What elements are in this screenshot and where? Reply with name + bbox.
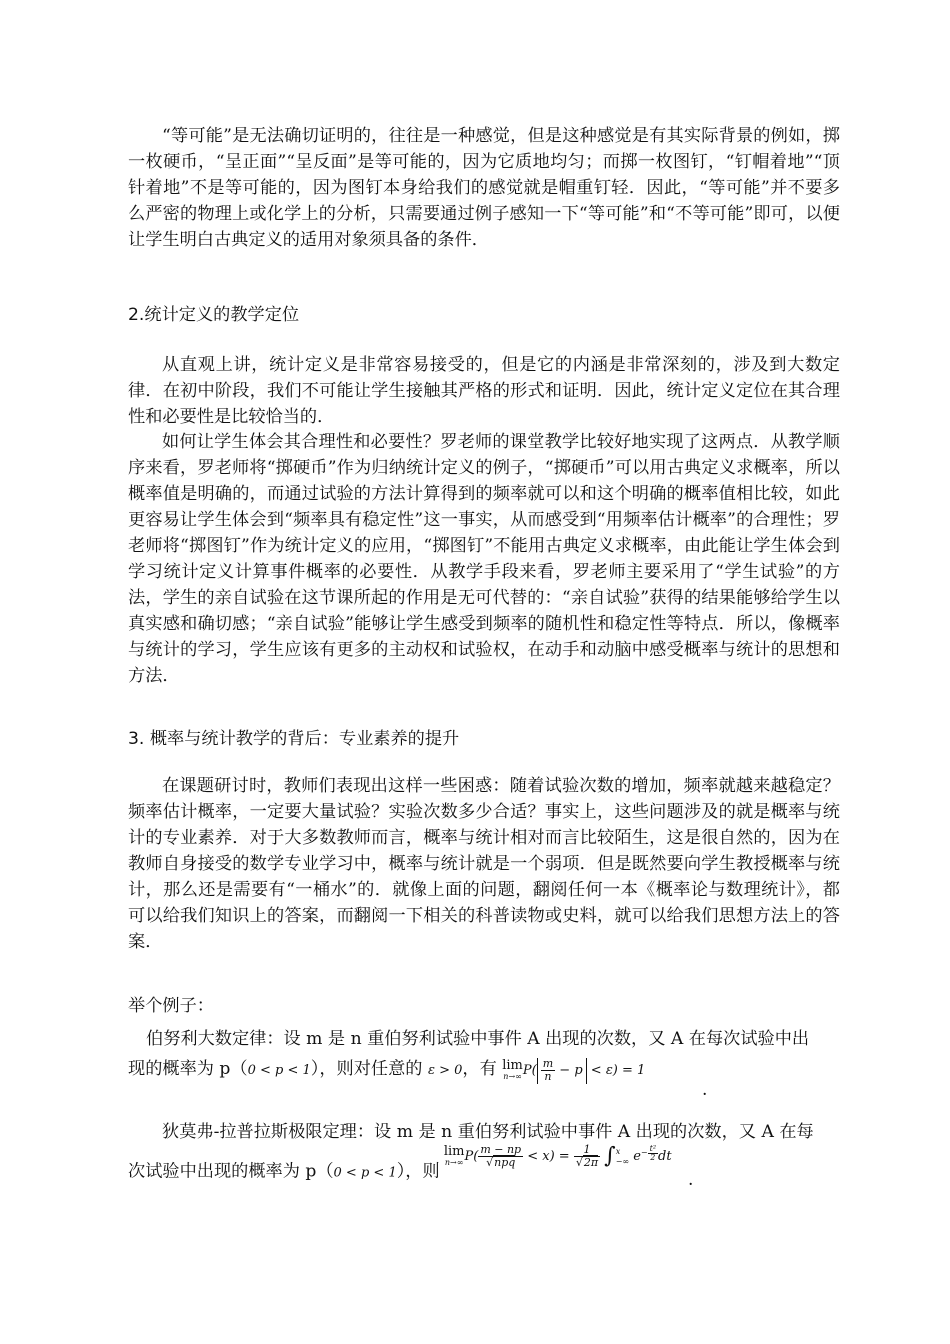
- demoivre-text-b: ），则: [396, 1161, 440, 1182]
- section-heading-3: 3. 概率与统计教学的背后：专业素养的提升: [128, 729, 460, 749]
- demoivre-period: .: [688, 1170, 694, 1190]
- demoivre-limit-formula: lim n→∞ P( m − np √npq < x) = 1 √2π ∫ x −∞ e− t² 2 dt: [443, 1143, 672, 1170]
- integral-sign: ∫: [604, 1143, 616, 1169]
- demoivre-text-a: 次试验中出现的概率为 p（: [128, 1161, 334, 1182]
- limit-operator-2: lim n→∞: [443, 1143, 465, 1167]
- bernoulli-text-c: ，有: [462, 1059, 497, 1079]
- bernoulli-theorem-line-1: 伯努利大数定律：设 m 是 n 重伯努利试验中事件 A 出现的次数，又 A 在每次试验中出: [146, 1029, 810, 1049]
- bernoulli-text-b: ），则对任意的: [310, 1059, 423, 1079]
- bernoulli-text-a: 现的概率为 p（: [128, 1059, 248, 1079]
- section-heading-2: 2.统计定义的教学定位: [128, 305, 300, 325]
- p-range-formula-2: 0 < p < 1: [333, 1165, 397, 1181]
- example-label: 举个例子：: [128, 996, 214, 1016]
- absolute-value: $\frac{m}{n}$ − p: [537, 1058, 587, 1084]
- p-range-formula: 0 < p < 1: [247, 1063, 311, 1078]
- epsilon-condition-formula: ε > 0: [427, 1063, 463, 1078]
- paragraph-professional-literacy: 在课题研讨时，教师们表现出这样一些困惑：随着试验次数的增加，频率就越来越稳定？频率估计概率，一定要大量试验？实验次数多少合适？事实上，这些问题涉及的就是概率与统计的专业素养．对于大多数教师而言，概率与统计相对而言比较陌生，这是很自然的，因为在教师自身接受的数学专业学习中，概率与统计就是一个弱项．但是既然要向学生教授概率与统计，那么还是需要有“一桶水”的．就像上面的问题，翻阅任何一本《概率论与数理统计》，都可以给我们知识上的答案，而翻阅一下相关的科普读物或史料，就可以给我们思想方法上的答案．: [128, 776, 840, 952]
- paragraph-statistical-definition: 从直观上讲，统计定义是非常容易接受的，但是它的内涵是非常深刻的，涉及到大数定律．在初中阶段，我们不可能让学生接触其严格的形式和证明．因此，统计定义定位在其合理性和必要性是比较恰当的．: [128, 355, 840, 427]
- paragraph-teaching-example: 如何让学生体会其合理性和必要性？罗老师的课堂教学比较好地实现了这两点．从教学顺序来看，罗老师将“掷硬币”作为归纳统计定义的例子，“掷硬币”可以用古典定义求概率，所以概率值是明确的，而通过试验的方法计算得到的频率就可以和这个明确的概率值相比较，如此更容易让学生体会到“频率具有稳定性”这一事实，从而感受到“用频率估计概率”的合理性；罗老师将“掷图钉”作为统计定义的应用，“掷图钉”不能用古典定义求概率，由此能让学生体会到学习统计定义计算事件概率的必要性．从教学手段来看，罗老师主要采用了“学生试验”的方法，学生的亲自试验在这节课所起的作用是无可代替的：“亲自试验”获得的结果能够给学生以真实感和确切感；“亲自试验”能够让学生感受到频率的随机性和稳定性等特点．所以，像概率与统计的学习，学生应该有更多的主动权和试验权，在动手和动脑中感受概率与统计的思想和方法．: [128, 432, 840, 686]
- demoivre-theorem-line-1: 狄莫弗-拉普拉斯极限定理：设 m 是 n 重伯努利试验中事件 A 出现的次数，又 A 在每: [162, 1122, 814, 1142]
- demoivre-theorem-line-2: [128, 1143, 848, 1186]
- bernoulli-period: .: [702, 1080, 708, 1100]
- paragraph-equal-possibility: “等可能”是无法确切证明的，往往是一种感觉，但是这种感觉是有其实际背景的例如，掷一枚硬币，“呈正面”“呈反面”是等可能的，因为它质地均匀；而掷一枚图钉，“钉帽着地”“顶针着地”不是等可能的，因为图钉本身给我们的感觉就是帽重钉轻．因此，“等可能”并不要多么严密的物理上或化学上的分析，只需要通过例子感知一下“等可能”和“不等可能”即可，以便让学生明白古典定义的适用对象须具备的条件．: [128, 126, 840, 250]
- standardized-fraction: $\frac{m - np}{\text{√npq}}$: [480, 1143, 522, 1170]
- limit-operator: lim n→∞: [502, 1057, 523, 1081]
- bernoulli-limit-formula: lim n→∞ P( $\frac{m}{n}$ − p < ε) = 1: [502, 1056, 646, 1083]
- bernoulli-theorem-line-2: [128, 1056, 848, 1084]
- normalizing-constant: $\frac{1}{√2\pi}$: [575, 1143, 599, 1170]
